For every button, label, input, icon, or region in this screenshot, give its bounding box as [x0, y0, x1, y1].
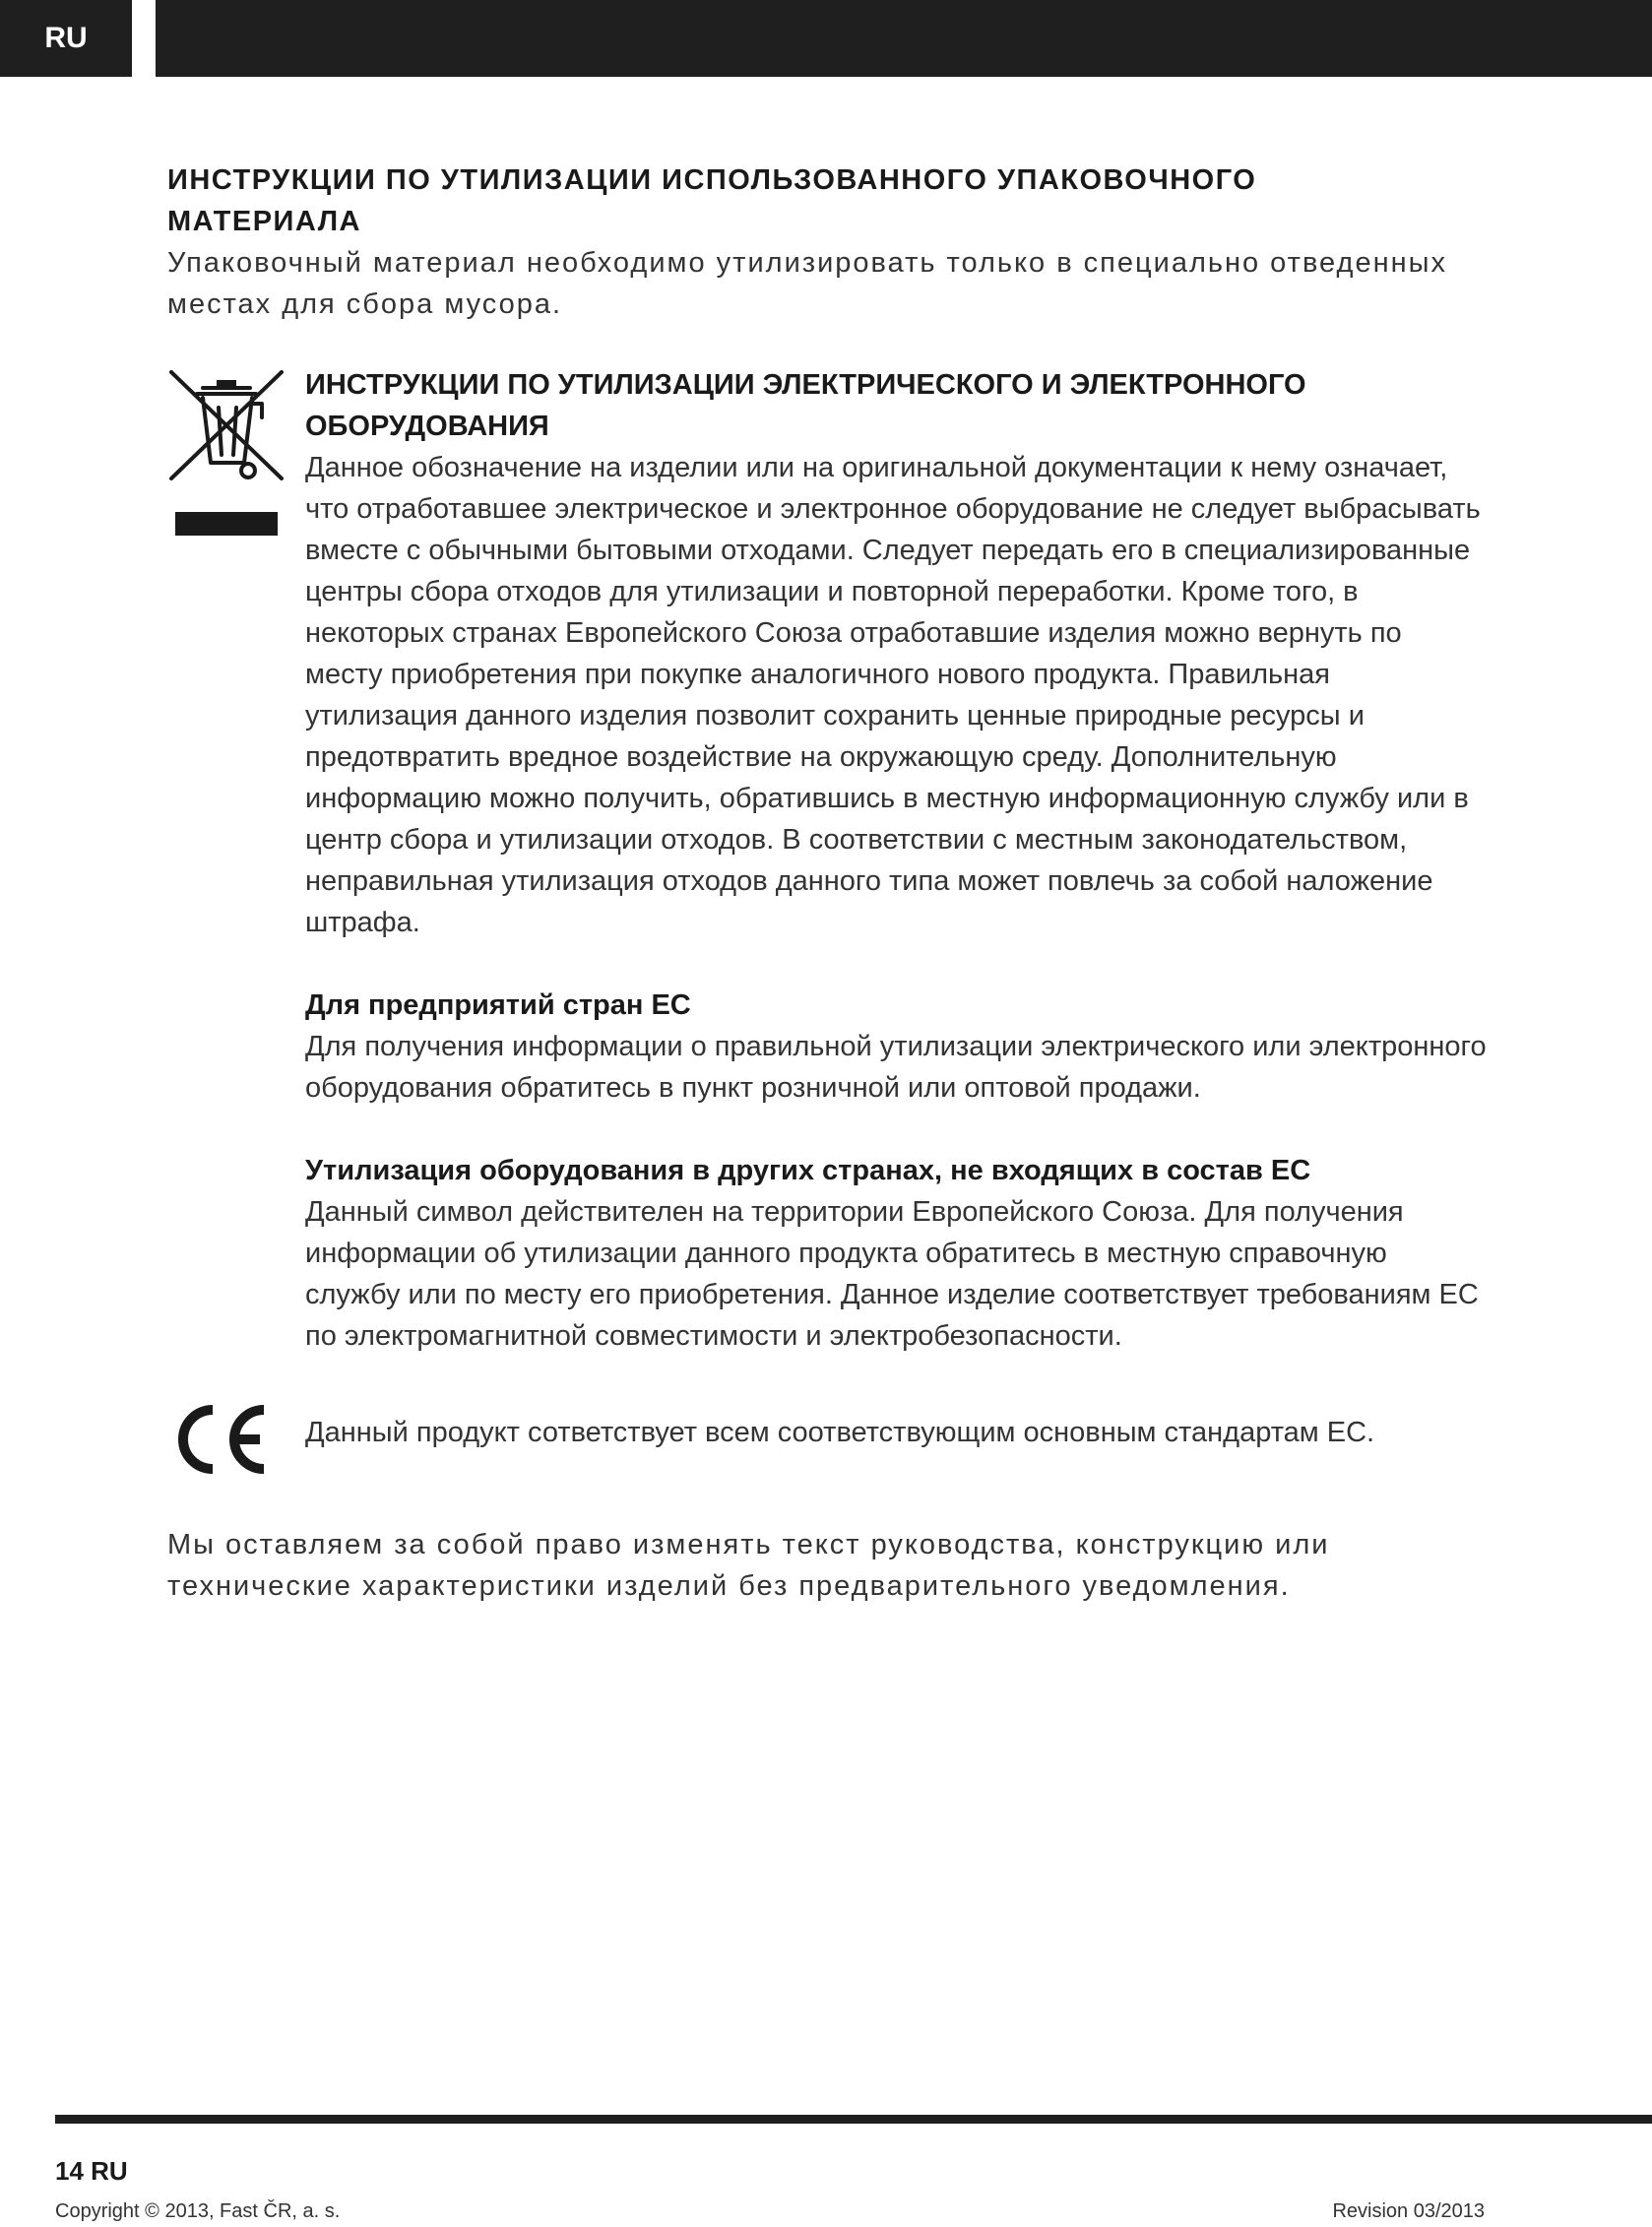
page-number: 14 RU — [55, 2156, 128, 2186]
main-content — [167, 159, 1506, 1607]
weee-title: ИНСТРУКЦИИ ПО УТИЛИЗАЦИИ ЭЛЕКТРИЧЕСКОГО И ЭЛЕКТРОННОГО ОБОРУДОВАНИЯ — [305, 369, 1306, 442]
ce-section — [167, 1402, 1506, 1485]
crossed-out-wheelie-bin-icon — [167, 368, 286, 545]
weee-text: Данное обозначение на изделии или на оригинальной документации к нему означает, что отработавшее электрическое и электронное оборудование не следует выбрасывать вместе с обычными бытовыми отходами. Следует передать его в специализированные центры сбора отходов для утилизации и повторной переработки. Кроме того, в некоторых странах Европейского Союза отработавшие изделия можно вернуть по месту приобретения при покупке аналогичного нового продукта. Правильная утилизация данного изделия позволит сохранить ценные природные ресурсы и предотвратить вредное воздействие на окружающую среду. Дополнительную информацию можно получить, обратившись в местную информационную службу или в центр сбора и утилизации отходов. В соответствии с местным законодательством, неправильная утилизация отходов данного типа может повлечь за собой наложение штрафа. — [305, 452, 1481, 938]
weee-section — [167, 364, 1506, 1357]
non-eu-text: Данный символ действителен на территории Европейского Союза. Для получения информации об утилизации данного продукта обратитесь в местную справочную службу или по месту его приобретения. Данное изделие соответствует требованиям ЕС по электромагнитной совместимости и электробезопасности. — [305, 1196, 1479, 1352]
language-tab: RU — [0, 0, 132, 77]
packaging-title: ИНСТРУКЦИИ ПО УТИЛИЗАЦИИ ИСПОЛЬЗОВАННОГО УПАКОВОЧНОГО МАТЕРИАЛА — [167, 164, 1257, 237]
footer-rule — [55, 2115, 1652, 2124]
non-eu-title: Утилизация оборудования в других странах, не входящих в состав ЕС — [305, 1155, 1311, 1186]
eu-title: Для предприятий стран ЕС — [305, 989, 691, 1021]
weee-text-block — [305, 364, 1487, 1357]
ce-mark-icon — [171, 1402, 270, 1477]
revision: Revision 03/2013 — [1332, 2200, 1485, 2222]
copyright: Copyright © 2013, Fast ČR, a. s. — [55, 2200, 341, 2222]
eu-text: Для получения информации о правильной утилизации электрического или электронного оборудования обратитесь в пункт розничной или оптовой продажи. — [305, 1031, 1487, 1104]
ce-text: Данный продукт сответствует всем соответствующим основным стандартам ЕС. — [305, 1417, 1375, 1448]
header-bar — [156, 0, 1652, 77]
closing-text: Мы оставляем за собой право изменять текст руководства, конструкцию или технические характеристики изделий без предварительного уведомления. — [167, 1529, 1330, 1602]
packaging-text: Упаковочный материал необходимо утилизировать только в специально отведенных местах для сбора мусора. — [167, 247, 1447, 320]
top-bar — [0, 0, 1652, 77]
